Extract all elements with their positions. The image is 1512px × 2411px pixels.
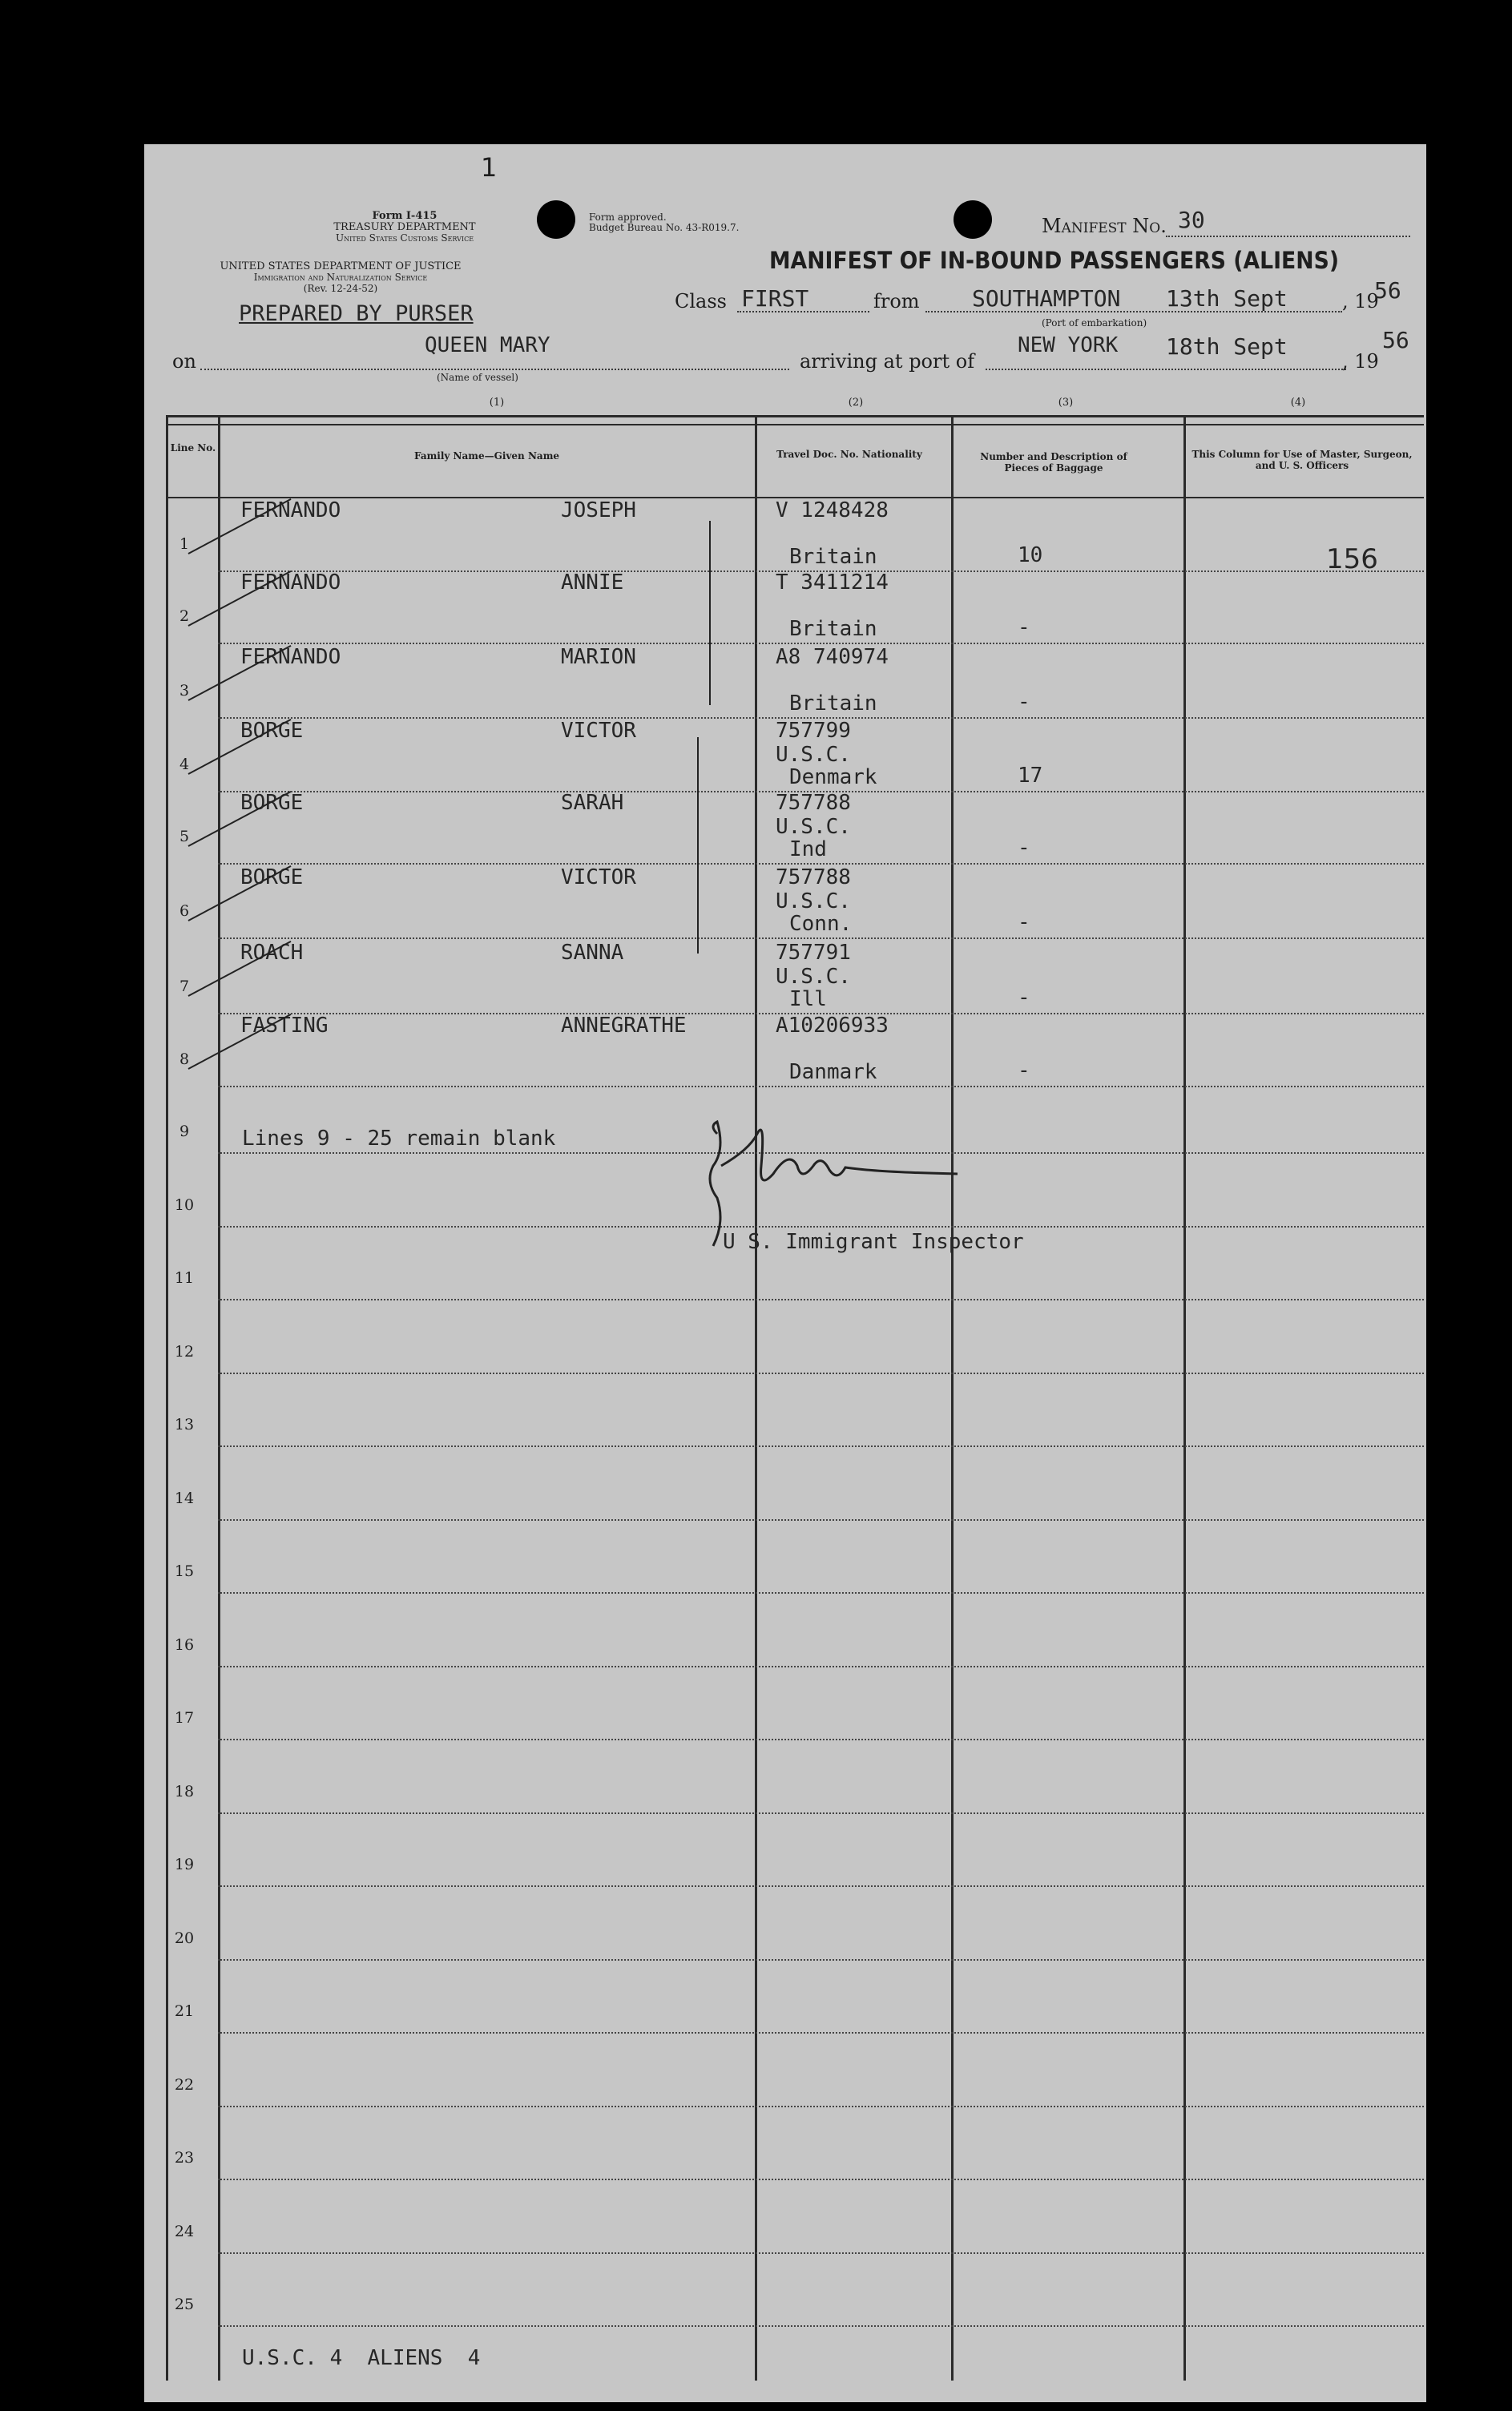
arrival-year: 56 xyxy=(1382,327,1409,353)
baggage-count: - xyxy=(1018,836,1030,860)
baggage-count: - xyxy=(1018,615,1030,639)
embark-caption: (Port of embarkation) xyxy=(1042,317,1147,329)
travel-doc-extra: U.S.C. xyxy=(776,815,851,839)
family-name: BORGE xyxy=(240,791,304,815)
travel-doc-no: V 1248428 xyxy=(776,498,889,522)
vessel-line xyxy=(200,369,789,370)
scan-speck xyxy=(92,1238,105,1251)
row-rule xyxy=(218,1959,1424,1961)
footer-totals: U.S.C. 4 ALIENS 4 xyxy=(242,2346,481,2370)
travel-doc-no: 757791 xyxy=(776,941,851,965)
baggage-count: - xyxy=(1018,910,1030,934)
line-number: 7 xyxy=(179,978,190,995)
family-name: BORGE xyxy=(240,865,304,889)
class-value: FIRST xyxy=(741,285,809,312)
line-number: 2 xyxy=(179,607,190,625)
row-rule xyxy=(218,1373,1424,1374)
travel-doc-no: A8 740974 xyxy=(776,645,889,669)
baggage-count: - xyxy=(1018,690,1030,714)
vessel-caption: (Name of vessel) xyxy=(437,372,518,383)
line-number: 19 xyxy=(174,1856,195,1873)
line-number: 24 xyxy=(174,2222,195,2240)
top-pencil-mark: 1 xyxy=(481,152,498,183)
family-name: FERNANDO xyxy=(240,570,341,595)
col-1-number: (1) xyxy=(489,397,505,409)
baggage-count: - xyxy=(1018,1058,1030,1083)
line-number: 8 xyxy=(179,1050,190,1068)
family-bracket xyxy=(697,737,699,954)
nationality: Conn. xyxy=(789,912,853,936)
line-number: 18 xyxy=(174,1782,195,1800)
line-number: 6 xyxy=(179,902,190,920)
row-rule xyxy=(218,2252,1424,2254)
family-name: FERNANDO xyxy=(240,498,341,522)
travel-doc-no: A10206933 xyxy=(776,1014,889,1038)
line-number: 15 xyxy=(174,1562,195,1580)
family-name: FASTING xyxy=(240,1014,329,1038)
form-number: Form I-415 xyxy=(372,210,437,222)
travel-doc-extra: U.S.C. xyxy=(776,889,851,913)
travel-doc-extra: U.S.C. xyxy=(776,965,851,989)
travel-doc-no: 757799 xyxy=(776,719,851,743)
col-4-number: (4) xyxy=(1290,397,1306,409)
col-divider-baggage xyxy=(951,417,954,2381)
nationality: Denmark xyxy=(789,765,877,789)
line-number: 9 xyxy=(179,1123,190,1140)
family-name: BORGE xyxy=(240,719,304,743)
family-bracket xyxy=(709,521,711,705)
manifest-sheet xyxy=(144,144,1426,2402)
given-name: ANNIE xyxy=(561,570,624,595)
on-label: on xyxy=(172,350,196,373)
given-name: VICTOR xyxy=(561,865,636,889)
nationality: Britain xyxy=(789,691,877,716)
line-number: 25 xyxy=(174,2296,195,2313)
year-prefix-2: , 19 xyxy=(1342,350,1379,373)
manifest-title: MANIFEST OF IN-BOUND PASSENGERS (ALIENS) xyxy=(769,247,1340,274)
line-number: 1 xyxy=(179,535,190,553)
line-number: 4 xyxy=(179,756,190,773)
row-rule xyxy=(218,2106,1424,2107)
class-label: Class xyxy=(675,290,727,312)
blank-lines-note: Lines 9 - 25 remain blank xyxy=(242,1127,556,1151)
row-rule xyxy=(218,1885,1424,1887)
header-travel-doc: Travel Doc. No. Nationality xyxy=(776,449,922,460)
line-number: 12 xyxy=(174,1342,195,1361)
embark-year: 56 xyxy=(1374,277,1401,304)
scan-speck xyxy=(88,377,103,385)
year-prefix-1: , 19 xyxy=(1342,290,1379,312)
row-rule xyxy=(218,863,1424,865)
budget-bureau: Budget Bureau No. 43-R019.7. xyxy=(589,222,740,233)
row-rule xyxy=(218,937,1424,939)
row-rule xyxy=(218,1299,1424,1300)
line-number: 20 xyxy=(174,1929,195,1947)
justice-dept: UNITED STATES DEPARTMENT OF JUSTICE xyxy=(220,260,462,272)
header-baggage: Number and Description of Pieces of Baggage xyxy=(980,451,1127,474)
col-divider-officers xyxy=(1183,417,1186,2381)
travel-doc-no: T 3411214 xyxy=(776,570,889,595)
ins-service: Immigration and Naturalization Service xyxy=(253,272,428,283)
given-name: SARAH xyxy=(561,791,624,815)
row-rule xyxy=(218,1519,1424,1521)
line-number: 13 xyxy=(174,1416,195,1433)
line-number: 21 xyxy=(174,2002,195,2020)
from-label: from xyxy=(873,290,920,312)
nationality: Britain xyxy=(789,617,877,641)
travel-doc-no: 757788 xyxy=(776,865,851,889)
arrival-line xyxy=(986,369,1346,370)
nationality: Britain xyxy=(789,545,877,569)
manifest-no-line xyxy=(1166,236,1410,237)
line-number: 3 xyxy=(179,682,190,700)
scan-speck xyxy=(60,1002,73,1030)
line-number: 5 xyxy=(179,828,190,845)
row-rule xyxy=(218,1445,1424,1447)
line-number: 14 xyxy=(174,1489,195,1507)
line-number: 11 xyxy=(174,1269,195,1287)
vessel-name: QUEEN MARY xyxy=(425,333,550,357)
officer-note: 156 xyxy=(1326,543,1378,575)
row-rule xyxy=(218,643,1424,644)
given-name: MARION xyxy=(561,645,636,669)
baggage-count: 17 xyxy=(1018,764,1043,788)
arrival-port: NEW YORK xyxy=(1018,333,1119,357)
arriving-label: arriving at port of xyxy=(800,350,975,373)
header-officers: This Column for Use of Master, Surgeon, and U. S. Officers xyxy=(1191,449,1413,471)
manifest-label: Manifest No. xyxy=(1042,215,1167,237)
family-name: ROACH xyxy=(240,941,304,965)
row-rule xyxy=(218,1592,1424,1594)
row-rule xyxy=(218,2032,1424,2034)
row-rule xyxy=(218,1666,1424,1667)
nationality: Ill xyxy=(789,987,827,1011)
prepared-by: PREPARED BY PURSER xyxy=(239,301,474,326)
inspector-label: U S. Immigrant Inspector xyxy=(723,1230,1024,1254)
form-approved: Form approved. xyxy=(589,212,667,223)
line-number: 23 xyxy=(174,2149,195,2167)
row-rule xyxy=(218,2325,1424,2327)
embarkation-port: SOUTHAMPTON xyxy=(972,285,1121,312)
travel-doc-extra: U.S.C. xyxy=(776,743,851,767)
col-3-number: (3) xyxy=(1058,397,1074,409)
nationality: Danmark xyxy=(789,1060,877,1084)
header-row-rule xyxy=(166,424,1424,425)
line-number: 16 xyxy=(174,1635,195,1654)
header-line-no: Line No. xyxy=(170,442,216,454)
manifest-number: 30 xyxy=(1178,207,1205,233)
baggage-count: 10 xyxy=(1018,543,1043,567)
line-number: 17 xyxy=(174,1709,195,1727)
col-divider-doc xyxy=(755,417,757,2381)
row-rule xyxy=(218,1739,1424,1740)
row-rule xyxy=(218,1812,1424,1814)
line-number: 10 xyxy=(174,1195,195,1214)
baggage-count: - xyxy=(1018,986,1030,1010)
given-name: SANNA xyxy=(561,941,624,965)
nationality: Ind xyxy=(789,837,827,861)
embarkation-date: 13th Sept xyxy=(1166,285,1288,312)
header-name: Family Name—Given Name xyxy=(413,450,560,462)
row-rule xyxy=(218,2179,1424,2180)
given-name: ANNEGRATHE xyxy=(561,1014,687,1038)
row-rule xyxy=(218,1086,1424,1087)
line-number: 22 xyxy=(174,2075,195,2094)
treasury-dept: TREASURY DEPARTMENT xyxy=(333,221,476,233)
customs-service: United States Customs Service xyxy=(335,232,474,244)
given-name: VICTOR xyxy=(561,719,636,743)
col-2-number: (2) xyxy=(848,397,864,409)
travel-doc-no: 757788 xyxy=(776,791,851,815)
given-name: JOSEPH xyxy=(561,498,636,522)
family-name: FERNANDO xyxy=(240,645,341,669)
form-revision: (Rev. 12-24-52) xyxy=(303,283,378,294)
arrival-date: 18th Sept xyxy=(1166,333,1288,360)
col-divider-name xyxy=(218,417,220,2381)
punch-hole-right xyxy=(954,200,992,239)
